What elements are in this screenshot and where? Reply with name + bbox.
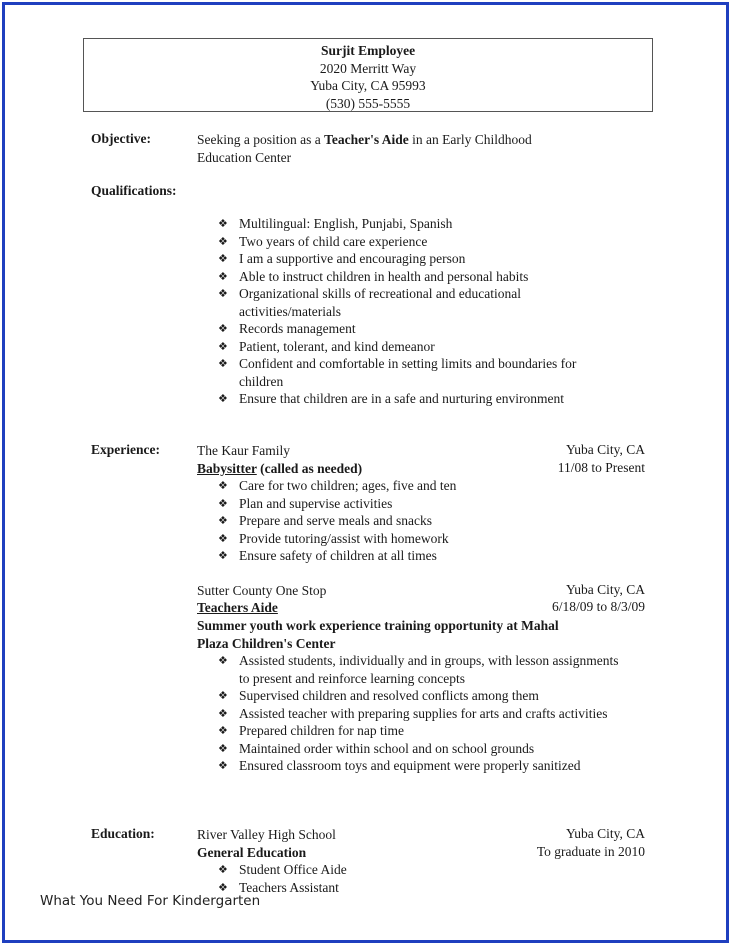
objective-post: in an Early Childhood bbox=[408, 132, 532, 147]
caption-footer: What You Need For Kindergarten bbox=[40, 893, 261, 909]
job2-employer: Sutter County One Stop bbox=[197, 583, 327, 598]
list-item: ❖ Student Office Aide bbox=[218, 861, 618, 879]
street-address: 2020 Merritt Way bbox=[319, 60, 417, 76]
list-item: ❖ Ensured classroom toys and equipment were properly sanitized bbox=[218, 757, 628, 775]
job1-employer: The Kaur Family bbox=[197, 443, 290, 458]
list-item: ❖ Organizational skills of recreational and educational activities/materials bbox=[218, 285, 603, 320]
list-item: ❖ Patient, tolerant, and kind demeanor bbox=[218, 338, 603, 356]
list-item: ❖ Plan and supervise activities bbox=[218, 495, 618, 513]
list-item: ❖ Able to instruct children in health and personal habits bbox=[218, 268, 603, 286]
experience-label: Experience: bbox=[91, 442, 160, 457]
list-item: ❖ Provide tutoring/assist with homework bbox=[218, 530, 618, 548]
list-item: ❖ Care for two children; ages, five and ten bbox=[218, 477, 618, 495]
objective-line2: Education Center bbox=[197, 149, 292, 165]
education-label: Education: bbox=[91, 826, 155, 841]
job1-title: Babysitter bbox=[197, 461, 257, 476]
list-item: ❖ Two years of child care experience bbox=[218, 233, 603, 251]
job1-dates: 11/08 to Present bbox=[557, 460, 645, 475]
contact-header bbox=[83, 38, 653, 112]
list-item: ❖ Maintained order within school and on school grounds bbox=[218, 740, 628, 758]
list-item: ❖ Ensure safety of children at all times bbox=[218, 547, 618, 565]
education-program: General Education bbox=[197, 845, 307, 860]
education-dates: To graduate in 2010 bbox=[536, 844, 645, 859]
job2-description-line2: Plaza Children's Center bbox=[197, 635, 336, 651]
list-item: ❖ Teachers Assistant bbox=[218, 879, 618, 897]
list-item: ❖ Ensure that children are in a safe and nurturing environment bbox=[218, 390, 603, 408]
list-item: ❖ Records management bbox=[218, 320, 603, 338]
job2-duties bbox=[218, 652, 628, 775]
list-item: ❖ Assisted teacher with preparing supplies for arts and crafts activities bbox=[218, 705, 628, 723]
job2-description-line1: Summer youth work experience training opportunity at Mahal bbox=[197, 618, 559, 633]
qualifications-list bbox=[218, 215, 603, 408]
list-item: ❖ Confident and comfortable in setting limits and boundaries for children bbox=[218, 355, 603, 390]
city-state-zip: Yuba City, CA 95993 bbox=[310, 78, 426, 93]
job1-duties bbox=[218, 477, 618, 565]
job2-dates: 6/18/09 to 8/3/09 bbox=[551, 599, 645, 614]
list-item: ❖ Assisted students, individually and in groups, with lesson assignments to present and reinforce learning concepts bbox=[218, 652, 628, 687]
applicant-name: Surjit Employee bbox=[320, 43, 416, 58]
objective-pre: Seeking a position as a bbox=[197, 132, 325, 147]
list-item: ❖ Supervised children and resolved conflicts among them bbox=[218, 687, 628, 705]
education-school: River Valley High School bbox=[197, 827, 336, 842]
list-item: ❖ I am a supportive and encouraging person bbox=[218, 250, 603, 268]
job2-title: Teachers Aide bbox=[197, 600, 278, 615]
phone-number: (530) 555-5555 bbox=[325, 95, 411, 111]
objective-role: Teacher's Aide bbox=[324, 132, 409, 147]
job2-location: Yuba City, CA bbox=[565, 582, 645, 597]
job2-description bbox=[197, 617, 559, 652]
objective-text bbox=[197, 131, 532, 166]
qualifications-label: Qualifications: bbox=[91, 183, 177, 198]
job1-title-line bbox=[197, 460, 362, 478]
list-item: ❖ Prepared children for nap time bbox=[218, 722, 628, 740]
objective-label: Objective: bbox=[91, 131, 151, 146]
list-item: ❖ Multilingual: English, Punjabi, Spanish bbox=[218, 215, 603, 233]
education-location: Yuba City, CA bbox=[565, 826, 645, 841]
education-activities bbox=[218, 861, 618, 896]
job1-title-note: (called as needed) bbox=[256, 461, 363, 476]
list-item: ❖ Prepare and serve meals and snacks bbox=[218, 512, 618, 530]
job1-location: Yuba City, CA bbox=[565, 442, 645, 457]
